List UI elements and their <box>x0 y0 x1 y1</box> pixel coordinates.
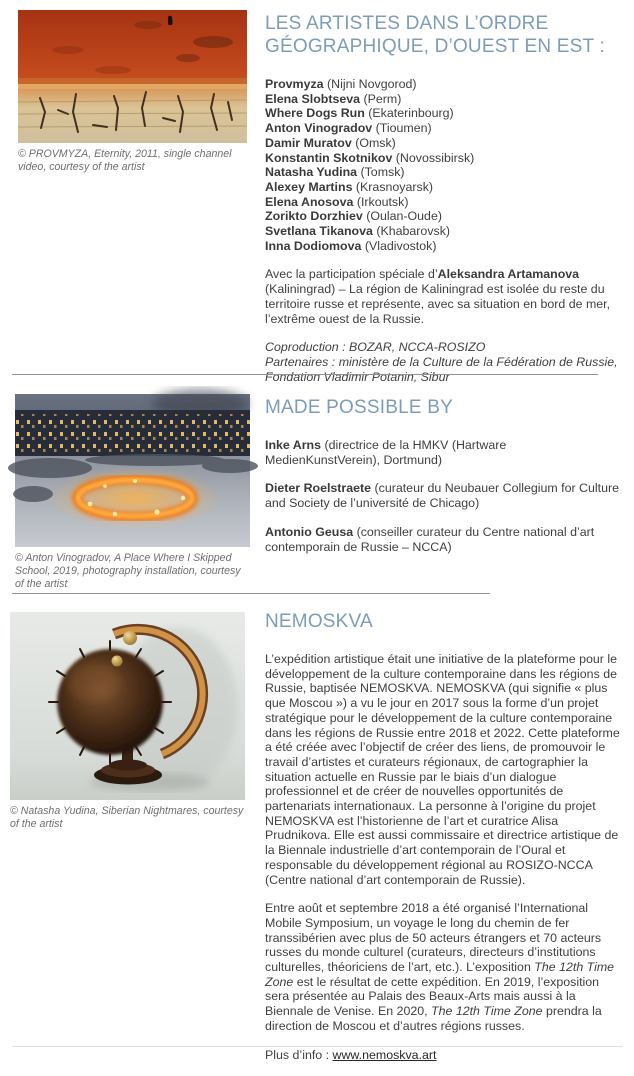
fire-ring-artwork-image <box>15 394 250 547</box>
figure-eternity <box>18 10 247 174</box>
artist-item: Anton Vinogradov (Tioumen) <box>265 121 432 136</box>
artist-item: Svetlana Tikanova (Khabarovsk) <box>265 224 451 239</box>
section-heading-artists: LES ARTISTES DANS L’ORDRE GÉOGRAPHIQUE, D’OUEST EN EST : <box>265 13 605 57</box>
section-heading-made-possible: MADE POSSIBLE BY <box>265 397 453 418</box>
section-artists <box>265 12 623 398</box>
artist-item: Elena Slobtseva (Perm) <box>265 91 402 106</box>
credit-person: Antonio Geusa (conseiller curateur du Centre national d’art contemporain de Russie – NCCA) <box>265 524 595 554</box>
figure-fire-ring <box>15 394 250 591</box>
partners-line: Partenaires : ministère de la Culture de la Fédération de Russie, Fondation Vladimir Potanin, Sibur <box>265 354 618 384</box>
artist-item: Where Dogs Run (Ekaterinbourg) <box>265 106 454 121</box>
more-info-line <box>265 1048 623 1063</box>
section-divider <box>12 374 598 375</box>
coproduction-line: Coproduction : BOZAR, NCCA-ROSIZO <box>265 340 486 355</box>
eternity-artwork-image <box>18 10 247 143</box>
credit-person: Dieter Roelstraete (curateur du Neubauer Collegium for Culture and Society de l’université de Chicago) <box>265 481 619 511</box>
image-caption: © Natasha Yudina, Siberian Nightmares, courtesy of the artist <box>10 805 244 830</box>
credit-person: Inke Arns (directrice de la HMKV (Hartware MedienKunstVerein), Dortmund) <box>265 438 507 467</box>
artist-item: Inna Dodiomova (Vladivostok) <box>265 238 437 253</box>
artist-item: Elena Anosova (Irkoutsk) <box>265 194 409 209</box>
more-info-label: Plus d’info : <box>265 1047 333 1062</box>
special-participation-text: Avec la participation spéciale d’Aleksandra Artamanova (Kaliningrad) – La région de Kaliningrad est isolée du reste du territoire russe et représente, avec sa situation en bord de mer, l’extrême ouest de la Russie. <box>265 267 611 326</box>
artist-list <box>265 77 623 253</box>
section-made-possible <box>265 396 623 568</box>
section-heading-nemoskva: NEMOSKVA <box>265 611 373 632</box>
artist-item: Natasha Yudina (Tomsk) <box>265 165 405 180</box>
artist-item: Damir Muratov (Omsk) <box>265 135 396 150</box>
artist-item: Konstantin Skotnikov (Novossibirsk) <box>265 150 475 165</box>
fur-globe-artwork-image <box>10 612 245 800</box>
nemoskva-paragraph-1: L’expédition artistique était une initiative de la plateforme pour le développement de la culture contemporaine dans les régions de Russie, baptisée NEMOSKVA. NEMOSKVA (qui signifie « plus que Moscou ») a vu le jour en 2017 sous la forme d’un projet stratégique pour le développement de la culture contemporaine dans les régions de Russie entre 2018 et 2022. Cette plateforme a été créée avec l’objectif de créer des liens, de promouvoir le travail d’artistes et curateurs régionaux, de cartographier la situation actuelle en Russie par le biais d’un dialogue professionnel et de créer de nouvelles opportunités de partenariats internationaux. La personne à l’origine du projet NEMOSKVA est l’historienne de l’art et curatrice Alisa Prudnikova. Elle est aussi commissaire et directrice artistique de la Biennale industrielle d’art contemporain de l’Oural et responsable du développement régional au ROSIZO-NCCA (Centre national d’art contemporain de Russie). <box>265 652 620 887</box>
nemoskva-paragraph-2: Entre août et septembre 2018 a été organisé l’International Mobile Symposium, un voyage le long du chemin de fer transsibérien avec plus de 50 acteurs étrangers et 70 acteurs russes du monde culturel (curateurs, directeurs d’institutions culturelles, théoriciens de l’art, etc.). L’exposition The 12th Time Zone est le résultat de cette expédition. En 2019, l’exposition sera présentée au Palais des Beaux-Arts mais aussi à la Biennale de Venise. En 2020, The 12th Time Zone prendra la direction de Moscou et d’autres régions russes. <box>265 901 615 1033</box>
artist-item: Alexey Martins (Krasnoyarsk) <box>265 179 434 194</box>
nemoskva-website-link[interactable]: www.nemoskva.art <box>332 1047 437 1062</box>
artist-item: Zorikto Dorzhiev (Oulan-Oude) <box>265 209 442 224</box>
bottom-divider <box>12 1046 622 1047</box>
artist-item: Provmyza (Nijni Novgorod) <box>265 77 417 91</box>
coproduction-text <box>265 340 623 384</box>
section-divider <box>12 593 490 594</box>
figure-fur-globe <box>10 612 245 831</box>
image-caption: © PROVMYZA, Eternity, 2011, single channel video, courtesy of the artist <box>18 148 232 173</box>
image-caption: © Anton Vinogradov, A Place Where I Skipped School, 2019, photography installation, courtesy of the artist <box>15 552 241 590</box>
section-nemoskva <box>265 610 623 1076</box>
